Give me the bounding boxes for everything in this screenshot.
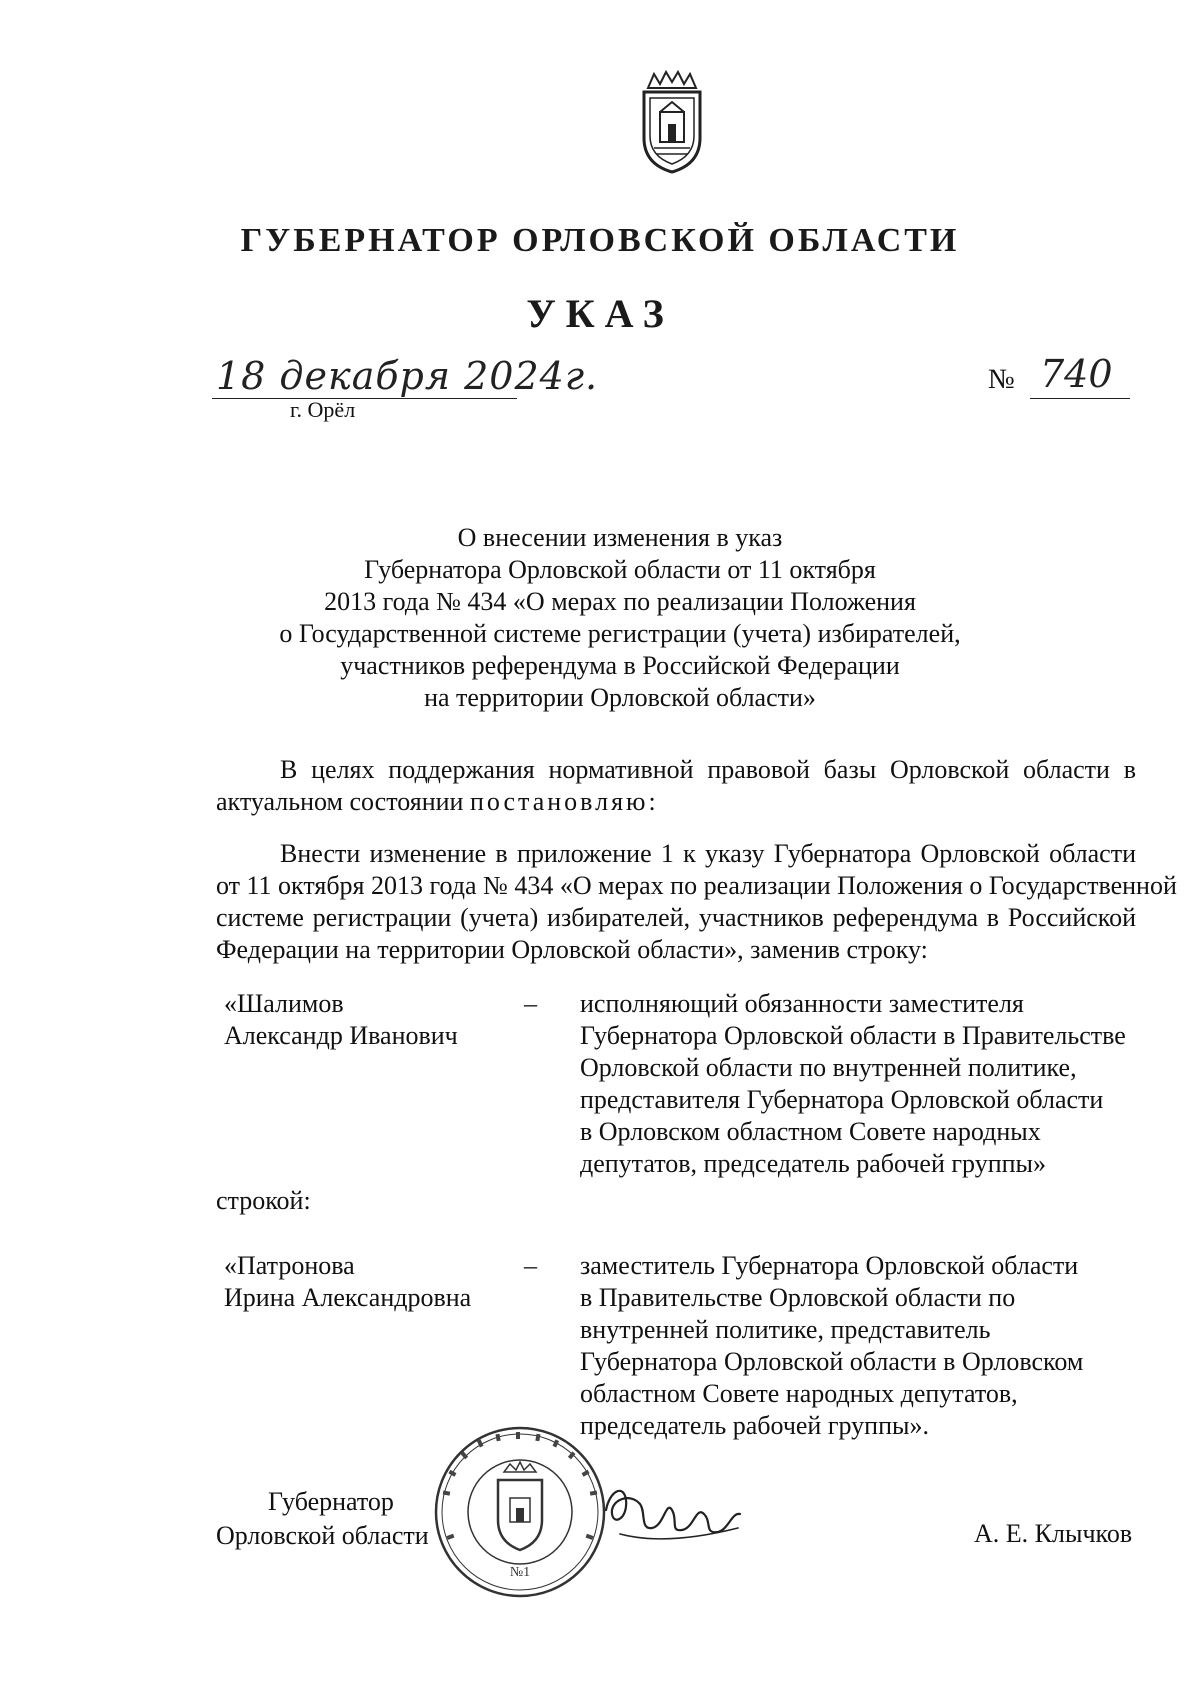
entry-name-line: Александр Иванович	[224, 1021, 458, 1050]
paragraph-text: :	[648, 787, 656, 816]
entry-description-line: в Правительстве Орловской области по	[580, 1283, 1016, 1312]
entry-name-line: «Патронова	[224, 1251, 355, 1280]
entry-name-line: «Шалимов	[224, 989, 344, 1018]
paragraph-line: системе регистрации (учета) избирателей, участников референдума в Российской	[216, 903, 1136, 932]
signatory-title-line: Орловской области	[216, 1521, 429, 1550]
entry-description-line: внутренней политике, представитель	[580, 1315, 991, 1344]
subject-line: о Государственной системе регистрации (учета) избирателей,	[279, 619, 961, 648]
operative-paragraph	[216, 838, 1177, 966]
paragraph-text: актуальном состоянии	[216, 787, 464, 816]
signatory-title	[216, 1485, 429, 1553]
subject-line: участников референдума в Российской Федерации	[340, 651, 900, 680]
resolution-keyword: постановляю	[469, 787, 649, 816]
entry-description-line: в Орловском областном Совете народных	[580, 1117, 1041, 1146]
entry-description-line: депутатов, председатель рабочей группы»	[580, 1149, 1046, 1178]
entry-name	[224, 988, 524, 1052]
handwritten-signature-icon	[600, 1470, 750, 1560]
entry-description	[580, 988, 1140, 1180]
preamble-paragraph	[216, 754, 1136, 818]
entry-dash: –	[524, 989, 537, 1018]
signatory-name: А. Е. Клычков	[974, 1519, 1133, 1548]
decree-subject	[240, 522, 1000, 714]
paragraph-line	[216, 786, 1136, 818]
entry-name	[224, 1250, 524, 1314]
entry-dash: –	[524, 1251, 537, 1280]
entry-description-line: председатель рабочей группы».	[580, 1411, 929, 1440]
official-seal-icon	[432, 1424, 608, 1600]
coat-of-arms-icon	[630, 68, 714, 176]
seal-number: №1	[509, 1565, 531, 1580]
organization-heading: ГУБЕРНАТОР ОРЛОВСКОЙ ОБЛАСТИ	[240, 222, 960, 259]
paragraph-line: В целях поддержания нормативной правовой базы Орловской области в	[280, 755, 1136, 784]
subject-line: на территории Орловской области»	[424, 683, 816, 712]
entry-description-line: Губернатора Орловской области в Орловском	[580, 1347, 1084, 1376]
subject-line: 2013 года № 434 «О мерах по реализации Положения	[324, 587, 916, 616]
handwritten-date: 18 декабря 2024г.	[216, 354, 599, 398]
number-underline	[1030, 398, 1130, 399]
entry-description-line: областном Совете народных депутатов,	[580, 1379, 1018, 1408]
paragraph-line: от 11 октября 2013 года № 434 «О мерах по реализации Положения о Государственной	[216, 871, 1177, 900]
signatory-title-line: Губернатор	[268, 1487, 394, 1516]
replace-label: строкой:	[216, 1186, 311, 1215]
document-type-heading: УКАЗ	[526, 291, 674, 336]
number-label: №	[988, 364, 1015, 395]
entry-description-line: Губернатора Орловской области в Правительстве	[580, 1021, 1126, 1050]
handwritten-number: 740	[1040, 352, 1113, 396]
subject-line: Губернатора Орловской области от 11 октября	[364, 555, 876, 584]
entry-description-line: Орловской области по внутренней политике,	[580, 1053, 1077, 1082]
date-underline	[212, 398, 517, 399]
city-label: г. Орёл	[290, 397, 356, 422]
paragraph-line: Федерации на территории Орловской области», заменив строку:	[216, 935, 928, 964]
entry-description-line: представителя Губернатора Орловской области	[580, 1085, 1104, 1114]
entry-name-line: Ирина Александровна	[224, 1283, 472, 1312]
entry-description-line: исполняющий обязанности заместителя	[580, 989, 1024, 1018]
entry-description-line: заместитель Губернатора Орловской области	[580, 1251, 1079, 1280]
paragraph-line: Внести изменение в приложение 1 к указу Губернатора Орловской области	[280, 839, 1136, 868]
entry-description	[580, 1250, 1140, 1442]
subject-line: О внесении изменения в указ	[457, 523, 783, 552]
